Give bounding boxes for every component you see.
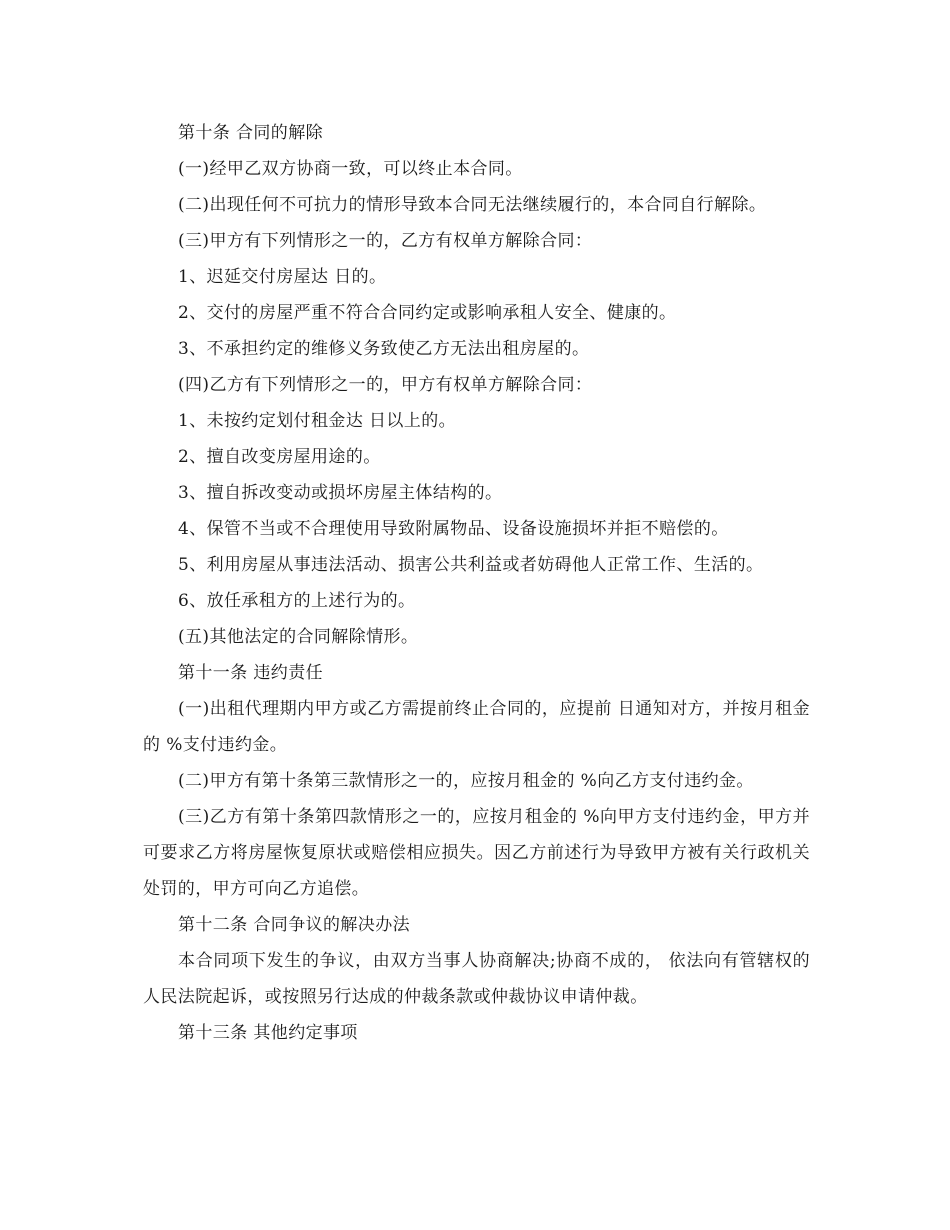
list-item: 2、交付的房屋严重不符合合同约定或影响承租人安全、健康的。: [178, 303, 677, 323]
paragraph: (三)乙方有第十条第四款情形之一的，应按月租金的 %向甲方支付违约金，甲方并可要求乙方将房屋恢复原状或赔偿相应损失。因乙方前述行为导致甲方被有关行政机关处罚的，甲方可向乙方追偿。: [143, 807, 810, 899]
article-10-heading: 第十条 合同的解除: [178, 123, 324, 143]
list-item: 1、未按约定划付租金达 日以上的。: [178, 411, 457, 431]
paragraph: (二)甲方有第十条第三款情形之一的，应按月租金的 %向乙方支付违约金。: [178, 771, 754, 791]
list-item: 4、保管不当或不合理使用导致附属物品、设备设施损坏并拒不赔偿的。: [178, 519, 729, 539]
paragraph: (二)出现任何不可抗力的情形导致本合同无法继续履行的，本合同自行解除。: [178, 195, 767, 215]
paragraph: 本合同项下发生的争议，由双方当事人协商解决;协商不成的， 依法向有管辖权的人民法院起诉，或按照另行达成的仲裁条款或仲裁协议申请仲裁。: [143, 951, 810, 1007]
list-item: 1、迟延交付房屋达 日的。: [178, 267, 387, 287]
article-13-heading: 第十三条 其他约定事项: [178, 1023, 358, 1043]
paragraph: (一)经甲乙双方协商一致，可以终止本合同。: [178, 159, 523, 179]
list-item: 2、擅自改变房屋用途的。: [178, 447, 381, 467]
list-item: 3、不承担约定的维修义务致使乙方无法出租房屋的。: [178, 339, 590, 359]
list-item: 5、利用房屋从事违法活动、损害公共利益或者妨碍他人正常工作、生活的。: [178, 555, 764, 575]
document-body: [143, 115, 810, 1051]
list-item: 6、放任承租方的上述行为的。: [178, 591, 416, 611]
paragraph: (四)乙方有下列情形之一的，甲方有权单方解除合同：: [178, 375, 593, 395]
list-item: 3、擅自拆改变动或损坏房屋主体结构的。: [178, 483, 503, 503]
paragraph: (一)出租代理期内甲方或乙方需提前终止合同的，应提前 日通知对方，并按月租金的 %支付违约金。: [143, 699, 810, 755]
article-12-heading: 第十二条 合同争议的解决办法: [178, 915, 411, 935]
paragraph: (五)其他法定的合同解除情形。: [178, 627, 419, 647]
paragraph: (三)甲方有下列情形之一的，乙方有权单方解除合同：: [178, 231, 593, 251]
article-11-heading: 第十一条 违约责任: [178, 663, 324, 683]
